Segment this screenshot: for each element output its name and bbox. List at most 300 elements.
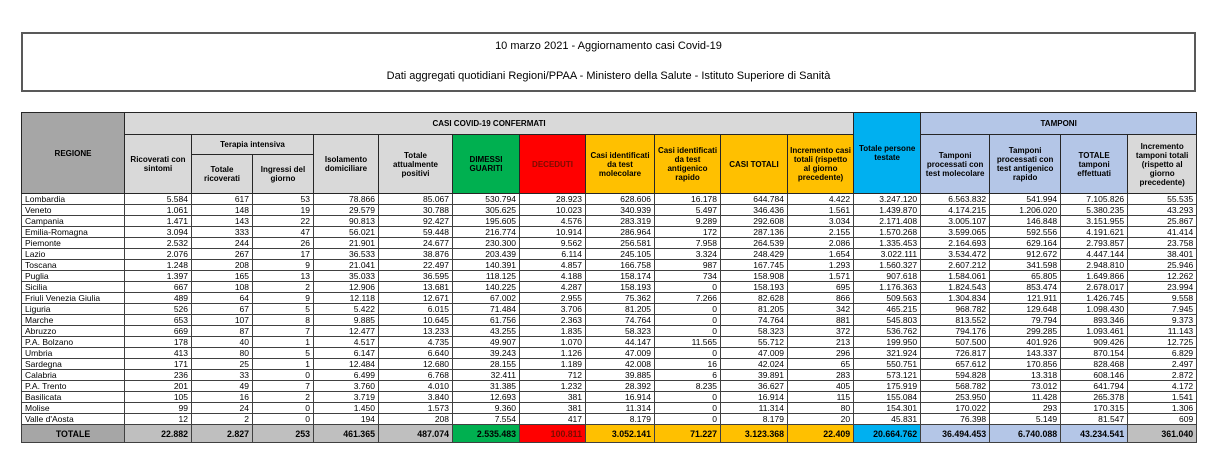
- value-cell: 49.907: [453, 337, 520, 348]
- value-cell: 4.576: [520, 216, 586, 227]
- col-header-tamponi-antigenico: Tamponi processati con test antigenico rapido: [990, 135, 1061, 194]
- value-cell: 3.247.120: [854, 194, 921, 205]
- value-cell: 140.391: [453, 260, 520, 271]
- total-value-cell: 487.074: [379, 425, 453, 443]
- region-cell: Molise: [22, 403, 125, 414]
- value-cell: 47.009: [721, 348, 788, 359]
- value-cell: 158.193: [586, 282, 655, 293]
- value-cell: 36.595: [379, 271, 453, 282]
- value-cell: 0: [655, 414, 721, 425]
- col-header-dimessi-guariti: DIMESSI GUARITI: [453, 135, 520, 194]
- value-cell: 24: [192, 403, 253, 414]
- value-cell: 13.233: [379, 326, 453, 337]
- value-cell: 39.891: [721, 370, 788, 381]
- value-cell: 45.831: [854, 414, 921, 425]
- value-cell: 42.024: [721, 359, 788, 370]
- value-cell: 9: [253, 293, 314, 304]
- value-cell: 90.813: [314, 216, 379, 227]
- value-cell: 2: [253, 392, 314, 403]
- value-cell: 1.561: [788, 205, 854, 216]
- value-cell: 39.885: [586, 370, 655, 381]
- value-cell: 568.782: [921, 381, 990, 392]
- value-cell: 2.086: [788, 238, 854, 249]
- value-cell: 1.397: [125, 271, 192, 282]
- value-cell: 2: [253, 282, 314, 293]
- col-header-casi-molecolare: Casi identificati da test molecolare: [586, 135, 655, 194]
- value-cell: 76.398: [921, 414, 990, 425]
- region-cell: Puglia: [22, 271, 125, 282]
- value-cell: 1.248: [125, 260, 192, 271]
- value-cell: 0: [655, 326, 721, 337]
- value-cell: 59.448: [379, 227, 453, 238]
- value-cell: 7.266: [655, 293, 721, 304]
- value-cell: 265.378: [1061, 392, 1128, 403]
- region-cell: Veneto: [22, 205, 125, 216]
- total-label: TOTALE: [22, 425, 125, 443]
- value-cell: 2.363: [520, 315, 586, 326]
- value-cell: 1.450: [314, 403, 379, 414]
- value-cell: 121.911: [990, 293, 1061, 304]
- value-cell: 16.914: [721, 392, 788, 403]
- value-cell: 17: [253, 249, 314, 260]
- value-cell: 4.517: [314, 337, 379, 348]
- value-cell: 1.070: [520, 337, 586, 348]
- value-cell: 1.835: [520, 326, 586, 337]
- value-cell: 87: [192, 326, 253, 337]
- value-cell: 43.293: [1128, 205, 1197, 216]
- value-cell: 594.828: [921, 370, 990, 381]
- value-cell: 19: [253, 205, 314, 216]
- value-cell: 3.719: [314, 392, 379, 403]
- value-cell: 372: [788, 326, 854, 337]
- value-cell: 0: [655, 403, 721, 414]
- value-cell: 12.671: [379, 293, 453, 304]
- table-row: [22, 293, 1197, 304]
- value-cell: 30.788: [379, 205, 453, 216]
- value-cell: 32.411: [453, 370, 520, 381]
- value-cell: 6.147: [314, 348, 379, 359]
- value-cell: 267: [192, 249, 253, 260]
- value-cell: 105: [125, 392, 192, 403]
- value-cell: 53: [253, 194, 314, 205]
- value-cell: 82.628: [721, 293, 788, 304]
- value-cell: 3.022.111: [854, 249, 921, 260]
- value-cell: 1.306: [1128, 403, 1197, 414]
- value-cell: 5: [253, 348, 314, 359]
- col-header-incremento-casi: Incremento casi totali (rispetto al giorno precedente): [788, 135, 854, 194]
- value-cell: 170.856: [990, 359, 1061, 370]
- value-cell: 2.155: [788, 227, 854, 238]
- value-cell: 155.084: [854, 392, 921, 403]
- value-cell: 866: [788, 293, 854, 304]
- table-row: [22, 381, 1197, 392]
- value-cell: 108: [192, 282, 253, 293]
- value-cell: 12: [125, 414, 192, 425]
- region-cell: Lazio: [22, 249, 125, 260]
- value-cell: 8.179: [721, 414, 788, 425]
- value-cell: 71.484: [453, 304, 520, 315]
- value-cell: 11.143: [1128, 326, 1197, 337]
- total-value-cell: 2.535.483: [453, 425, 520, 443]
- region-cell: Friuli Venezia Giulia: [22, 293, 125, 304]
- value-cell: 35.033: [314, 271, 379, 282]
- value-cell: 244: [192, 238, 253, 249]
- value-cell: 2: [192, 414, 253, 425]
- value-cell: 1: [253, 359, 314, 370]
- value-cell: 3.324: [655, 249, 721, 260]
- col-header-casi-totali: CASI TOTALI: [721, 135, 788, 194]
- value-cell: 545.803: [854, 315, 921, 326]
- value-cell: 154.301: [854, 403, 921, 414]
- value-cell: 64: [192, 293, 253, 304]
- region-cell: Piemonte: [22, 238, 125, 249]
- value-cell: 5.149: [990, 414, 1061, 425]
- value-cell: 47: [253, 227, 314, 238]
- col-header-casi-antigenico: Casi identificati da test antigenico rapido: [655, 135, 721, 194]
- value-cell: 43.255: [453, 326, 520, 337]
- value-cell: 8: [253, 315, 314, 326]
- value-cell: 0: [253, 403, 314, 414]
- value-cell: 167.745: [721, 260, 788, 271]
- value-cell: 28.923: [520, 194, 586, 205]
- value-cell: 2.793.857: [1061, 238, 1128, 249]
- value-cell: 509.563: [854, 293, 921, 304]
- value-cell: 158.193: [721, 282, 788, 293]
- value-cell: 0: [655, 348, 721, 359]
- value-cell: 81.205: [586, 304, 655, 315]
- value-cell: 592.556: [990, 227, 1061, 238]
- value-cell: 413: [125, 348, 192, 359]
- value-cell: 813.552: [921, 315, 990, 326]
- total-value-cell: 36.494.453: [921, 425, 990, 443]
- value-cell: 65: [788, 359, 854, 370]
- value-cell: 170.315: [1061, 403, 1128, 414]
- value-cell: 292.608: [721, 216, 788, 227]
- value-cell: 12.262: [1128, 271, 1197, 282]
- region-cell: Umbria: [22, 348, 125, 359]
- value-cell: 573.121: [854, 370, 921, 381]
- value-cell: 16.914: [586, 392, 655, 403]
- value-cell: 236: [125, 370, 192, 381]
- value-cell: 148: [192, 205, 253, 216]
- region-cell: Lombardia: [22, 194, 125, 205]
- region-cell: Marche: [22, 315, 125, 326]
- value-cell: 75.362: [586, 293, 655, 304]
- table-row: [22, 304, 1197, 315]
- value-cell: 968.782: [921, 304, 990, 315]
- col-header-ricoverati: Ricoverati con sintomi: [125, 135, 192, 194]
- table-row: [22, 205, 1197, 216]
- value-cell: 6.563.832: [921, 194, 990, 205]
- value-cell: 55.535: [1128, 194, 1197, 205]
- value-cell: 170.022: [921, 403, 990, 414]
- value-cell: 608.146: [1061, 370, 1128, 381]
- value-cell: 58.323: [721, 326, 788, 337]
- region-cell: P.A. Bolzano: [22, 337, 125, 348]
- value-cell: 287.136: [721, 227, 788, 238]
- total-value-cell: 361.040: [1128, 425, 1197, 443]
- value-cell: 80: [788, 403, 854, 414]
- value-cell: 3.706: [520, 304, 586, 315]
- col-header-tamponi-molecolare: Tamponi processati con test molecolare: [921, 135, 990, 194]
- value-cell: 341.598: [990, 260, 1061, 271]
- value-cell: 1.824.543: [921, 282, 990, 293]
- report-header: [21, 32, 1196, 92]
- value-cell: 21.901: [314, 238, 379, 249]
- value-cell: 4.735: [379, 337, 453, 348]
- col-header-incremento-tamponi: Incremento tamponi totali (rispetto al giorno precedente): [1128, 135, 1197, 194]
- value-cell: 609: [1128, 414, 1197, 425]
- value-cell: 6: [655, 370, 721, 381]
- value-cell: 25.946: [1128, 260, 1197, 271]
- value-cell: 909.426: [1061, 337, 1128, 348]
- value-cell: 299.285: [990, 326, 1061, 337]
- value-cell: 172: [655, 227, 721, 238]
- value-cell: 201: [125, 381, 192, 392]
- value-cell: 6.768: [379, 370, 453, 381]
- value-cell: 7.554: [453, 414, 520, 425]
- value-cell: 175.919: [854, 381, 921, 392]
- value-cell: 25.867: [1128, 216, 1197, 227]
- report-date-line: 10 marzo 2021 - Aggiornamento casi Covid-19: [495, 40, 722, 52]
- value-cell: 283: [788, 370, 854, 381]
- table-row: [22, 227, 1197, 238]
- value-cell: 143.337: [990, 348, 1061, 359]
- value-cell: 293: [990, 403, 1061, 414]
- value-cell: 143: [192, 216, 253, 227]
- value-cell: 118.125: [453, 271, 520, 282]
- value-cell: 5.497: [655, 205, 721, 216]
- value-cell: 42.008: [586, 359, 655, 370]
- value-cell: 158.174: [586, 271, 655, 282]
- value-cell: 41.414: [1128, 227, 1197, 238]
- value-cell: 171: [125, 359, 192, 370]
- value-cell: 166.758: [586, 260, 655, 271]
- value-cell: 12.725: [1128, 337, 1197, 348]
- value-cell: 1.093.461: [1061, 326, 1128, 337]
- value-cell: 828.468: [1061, 359, 1128, 370]
- value-cell: 24.677: [379, 238, 453, 249]
- value-cell: 667: [125, 282, 192, 293]
- total-value-cell: 100.811: [520, 425, 586, 443]
- value-cell: 641.794: [1061, 381, 1128, 392]
- value-cell: 1.098.430: [1061, 304, 1128, 315]
- value-cell: 1.206.020: [990, 205, 1061, 216]
- value-cell: 7.105.826: [1061, 194, 1128, 205]
- region-cell: Calabria: [22, 370, 125, 381]
- value-cell: 0: [655, 392, 721, 403]
- value-cell: 67: [192, 304, 253, 315]
- value-cell: 283.319: [586, 216, 655, 227]
- value-cell: 38.876: [379, 249, 453, 260]
- value-cell: 20: [788, 414, 854, 425]
- value-cell: 9.885: [314, 315, 379, 326]
- value-cell: 9: [253, 260, 314, 271]
- value-cell: 28.392: [586, 381, 655, 392]
- value-cell: 10.914: [520, 227, 586, 238]
- value-cell: 58.323: [586, 326, 655, 337]
- col-header-tamponi-totale: TOTALE tamponi effettuati: [1061, 135, 1128, 194]
- value-cell: 286.964: [586, 227, 655, 238]
- value-cell: 1.061: [125, 205, 192, 216]
- value-cell: 541.994: [990, 194, 1061, 205]
- value-cell: 13.318: [990, 370, 1061, 381]
- region-cell: Liguria: [22, 304, 125, 315]
- value-cell: 1.649.866: [1061, 271, 1128, 282]
- value-cell: 115: [788, 392, 854, 403]
- value-cell: 3.005.107: [921, 216, 990, 227]
- value-cell: 12.680: [379, 359, 453, 370]
- total-value-cell: 22.882: [125, 425, 192, 443]
- value-cell: 401.926: [990, 337, 1061, 348]
- col-header-totale-ricoverati: Totale ricoverati: [192, 155, 253, 194]
- value-cell: 3.599.065: [921, 227, 990, 238]
- value-cell: 405: [788, 381, 854, 392]
- value-cell: 9.289: [655, 216, 721, 227]
- value-cell: 907.618: [854, 271, 921, 282]
- value-cell: 12.484: [314, 359, 379, 370]
- group-header-tamponi: TAMPONI: [921, 113, 1197, 135]
- value-cell: 33: [192, 370, 253, 381]
- value-cell: 99: [125, 403, 192, 414]
- value-cell: 28.155: [453, 359, 520, 370]
- value-cell: 321.924: [854, 348, 921, 359]
- value-cell: 465.215: [854, 304, 921, 315]
- total-value-cell: 20.664.762: [854, 425, 921, 443]
- region-cell: Abruzzo: [22, 326, 125, 337]
- value-cell: 4.172: [1128, 381, 1197, 392]
- value-cell: 2.532: [125, 238, 192, 249]
- value-cell: 264.539: [721, 238, 788, 249]
- value-cell: 8.179: [586, 414, 655, 425]
- region-cell: Toscana: [22, 260, 125, 271]
- value-cell: 78.866: [314, 194, 379, 205]
- value-cell: 11.314: [721, 403, 788, 414]
- total-value-cell: 3.123.368: [721, 425, 788, 443]
- table-row: [22, 271, 1197, 282]
- value-cell: 3.151.955: [1061, 216, 1128, 227]
- value-cell: 1.471: [125, 216, 192, 227]
- value-cell: 195.605: [453, 216, 520, 227]
- value-cell: 6.829: [1128, 348, 1197, 359]
- value-cell: 644.784: [721, 194, 788, 205]
- table-row: [22, 392, 1197, 403]
- value-cell: 21.041: [314, 260, 379, 271]
- value-cell: 11.314: [586, 403, 655, 414]
- value-cell: 12.693: [453, 392, 520, 403]
- value-cell: 253.950: [921, 392, 990, 403]
- region-cell: Basilicata: [22, 392, 125, 403]
- value-cell: 734: [655, 271, 721, 282]
- table-row: [22, 194, 1197, 205]
- value-cell: 9.562: [520, 238, 586, 249]
- total-value-cell: 461.365: [314, 425, 379, 443]
- table-row: [22, 414, 1197, 425]
- value-cell: 81.205: [721, 304, 788, 315]
- table-row: [22, 370, 1197, 381]
- value-cell: 3.094: [125, 227, 192, 238]
- col-header-persone-testate: Totale persone testate: [854, 113, 921, 194]
- value-cell: 3.760: [314, 381, 379, 392]
- value-cell: 230.300: [453, 238, 520, 249]
- value-cell: 3.034: [788, 216, 854, 227]
- value-cell: 12.906: [314, 282, 379, 293]
- value-cell: 342: [788, 304, 854, 315]
- value-cell: 0: [655, 304, 721, 315]
- value-cell: 85.067: [379, 194, 453, 205]
- table-row: [22, 326, 1197, 337]
- value-cell: 1.293: [788, 260, 854, 271]
- value-cell: 346.436: [721, 205, 788, 216]
- value-cell: 3.840: [379, 392, 453, 403]
- value-cell: 296: [788, 348, 854, 359]
- value-cell: 381: [520, 392, 586, 403]
- value-cell: 2.607.212: [921, 260, 990, 271]
- header-group-row: [22, 113, 1197, 135]
- value-cell: 199.950: [854, 337, 921, 348]
- value-cell: 4.188: [520, 271, 586, 282]
- value-cell: 1.654: [788, 249, 854, 260]
- value-cell: 146.848: [990, 216, 1061, 227]
- table-row: [22, 337, 1197, 348]
- value-cell: 2.164.693: [921, 238, 990, 249]
- total-row: [22, 425, 1197, 443]
- value-cell: 23.994: [1128, 282, 1197, 293]
- table-row: [22, 238, 1197, 249]
- value-cell: 526: [125, 304, 192, 315]
- value-cell: 629.164: [990, 238, 1061, 249]
- value-cell: 1.335.453: [854, 238, 921, 249]
- value-cell: 2.076: [125, 249, 192, 260]
- total-value-cell: 253: [253, 425, 314, 443]
- total-value-cell: 71.227: [655, 425, 721, 443]
- value-cell: 0: [253, 370, 314, 381]
- total-value-cell: 43.234.541: [1061, 425, 1128, 443]
- value-cell: 65.805: [990, 271, 1061, 282]
- value-cell: 11.565: [655, 337, 721, 348]
- table-row: [22, 348, 1197, 359]
- col-header-regione: REGIONE: [22, 113, 125, 194]
- value-cell: 49: [192, 381, 253, 392]
- value-cell: 11.428: [990, 392, 1061, 403]
- table-body: [22, 194, 1197, 443]
- value-cell: 669: [125, 326, 192, 337]
- value-cell: 61.756: [453, 315, 520, 326]
- value-cell: 208: [379, 414, 453, 425]
- value-cell: 628.606: [586, 194, 655, 205]
- value-cell: 194: [314, 414, 379, 425]
- col-header-isolamento: Isolamento domiciliare: [314, 135, 379, 194]
- value-cell: 10.023: [520, 205, 586, 216]
- value-cell: 794.176: [921, 326, 990, 337]
- value-cell: 158.908: [721, 271, 788, 282]
- value-cell: 1.189: [520, 359, 586, 370]
- value-cell: 2.955: [520, 293, 586, 304]
- value-cell: 1.560.327: [854, 260, 921, 271]
- value-cell: 550.751: [854, 359, 921, 370]
- value-cell: 74.764: [586, 315, 655, 326]
- value-cell: 4.422: [788, 194, 854, 205]
- value-cell: 81.547: [1061, 414, 1128, 425]
- value-cell: 23.758: [1128, 238, 1197, 249]
- value-cell: 9.360: [453, 403, 520, 414]
- value-cell: 4.191.621: [1061, 227, 1128, 238]
- value-cell: 256.581: [586, 238, 655, 249]
- table-row: [22, 359, 1197, 370]
- region-cell: Sardegna: [22, 359, 125, 370]
- value-cell: 2.948.810: [1061, 260, 1128, 271]
- table-row: [22, 282, 1197, 293]
